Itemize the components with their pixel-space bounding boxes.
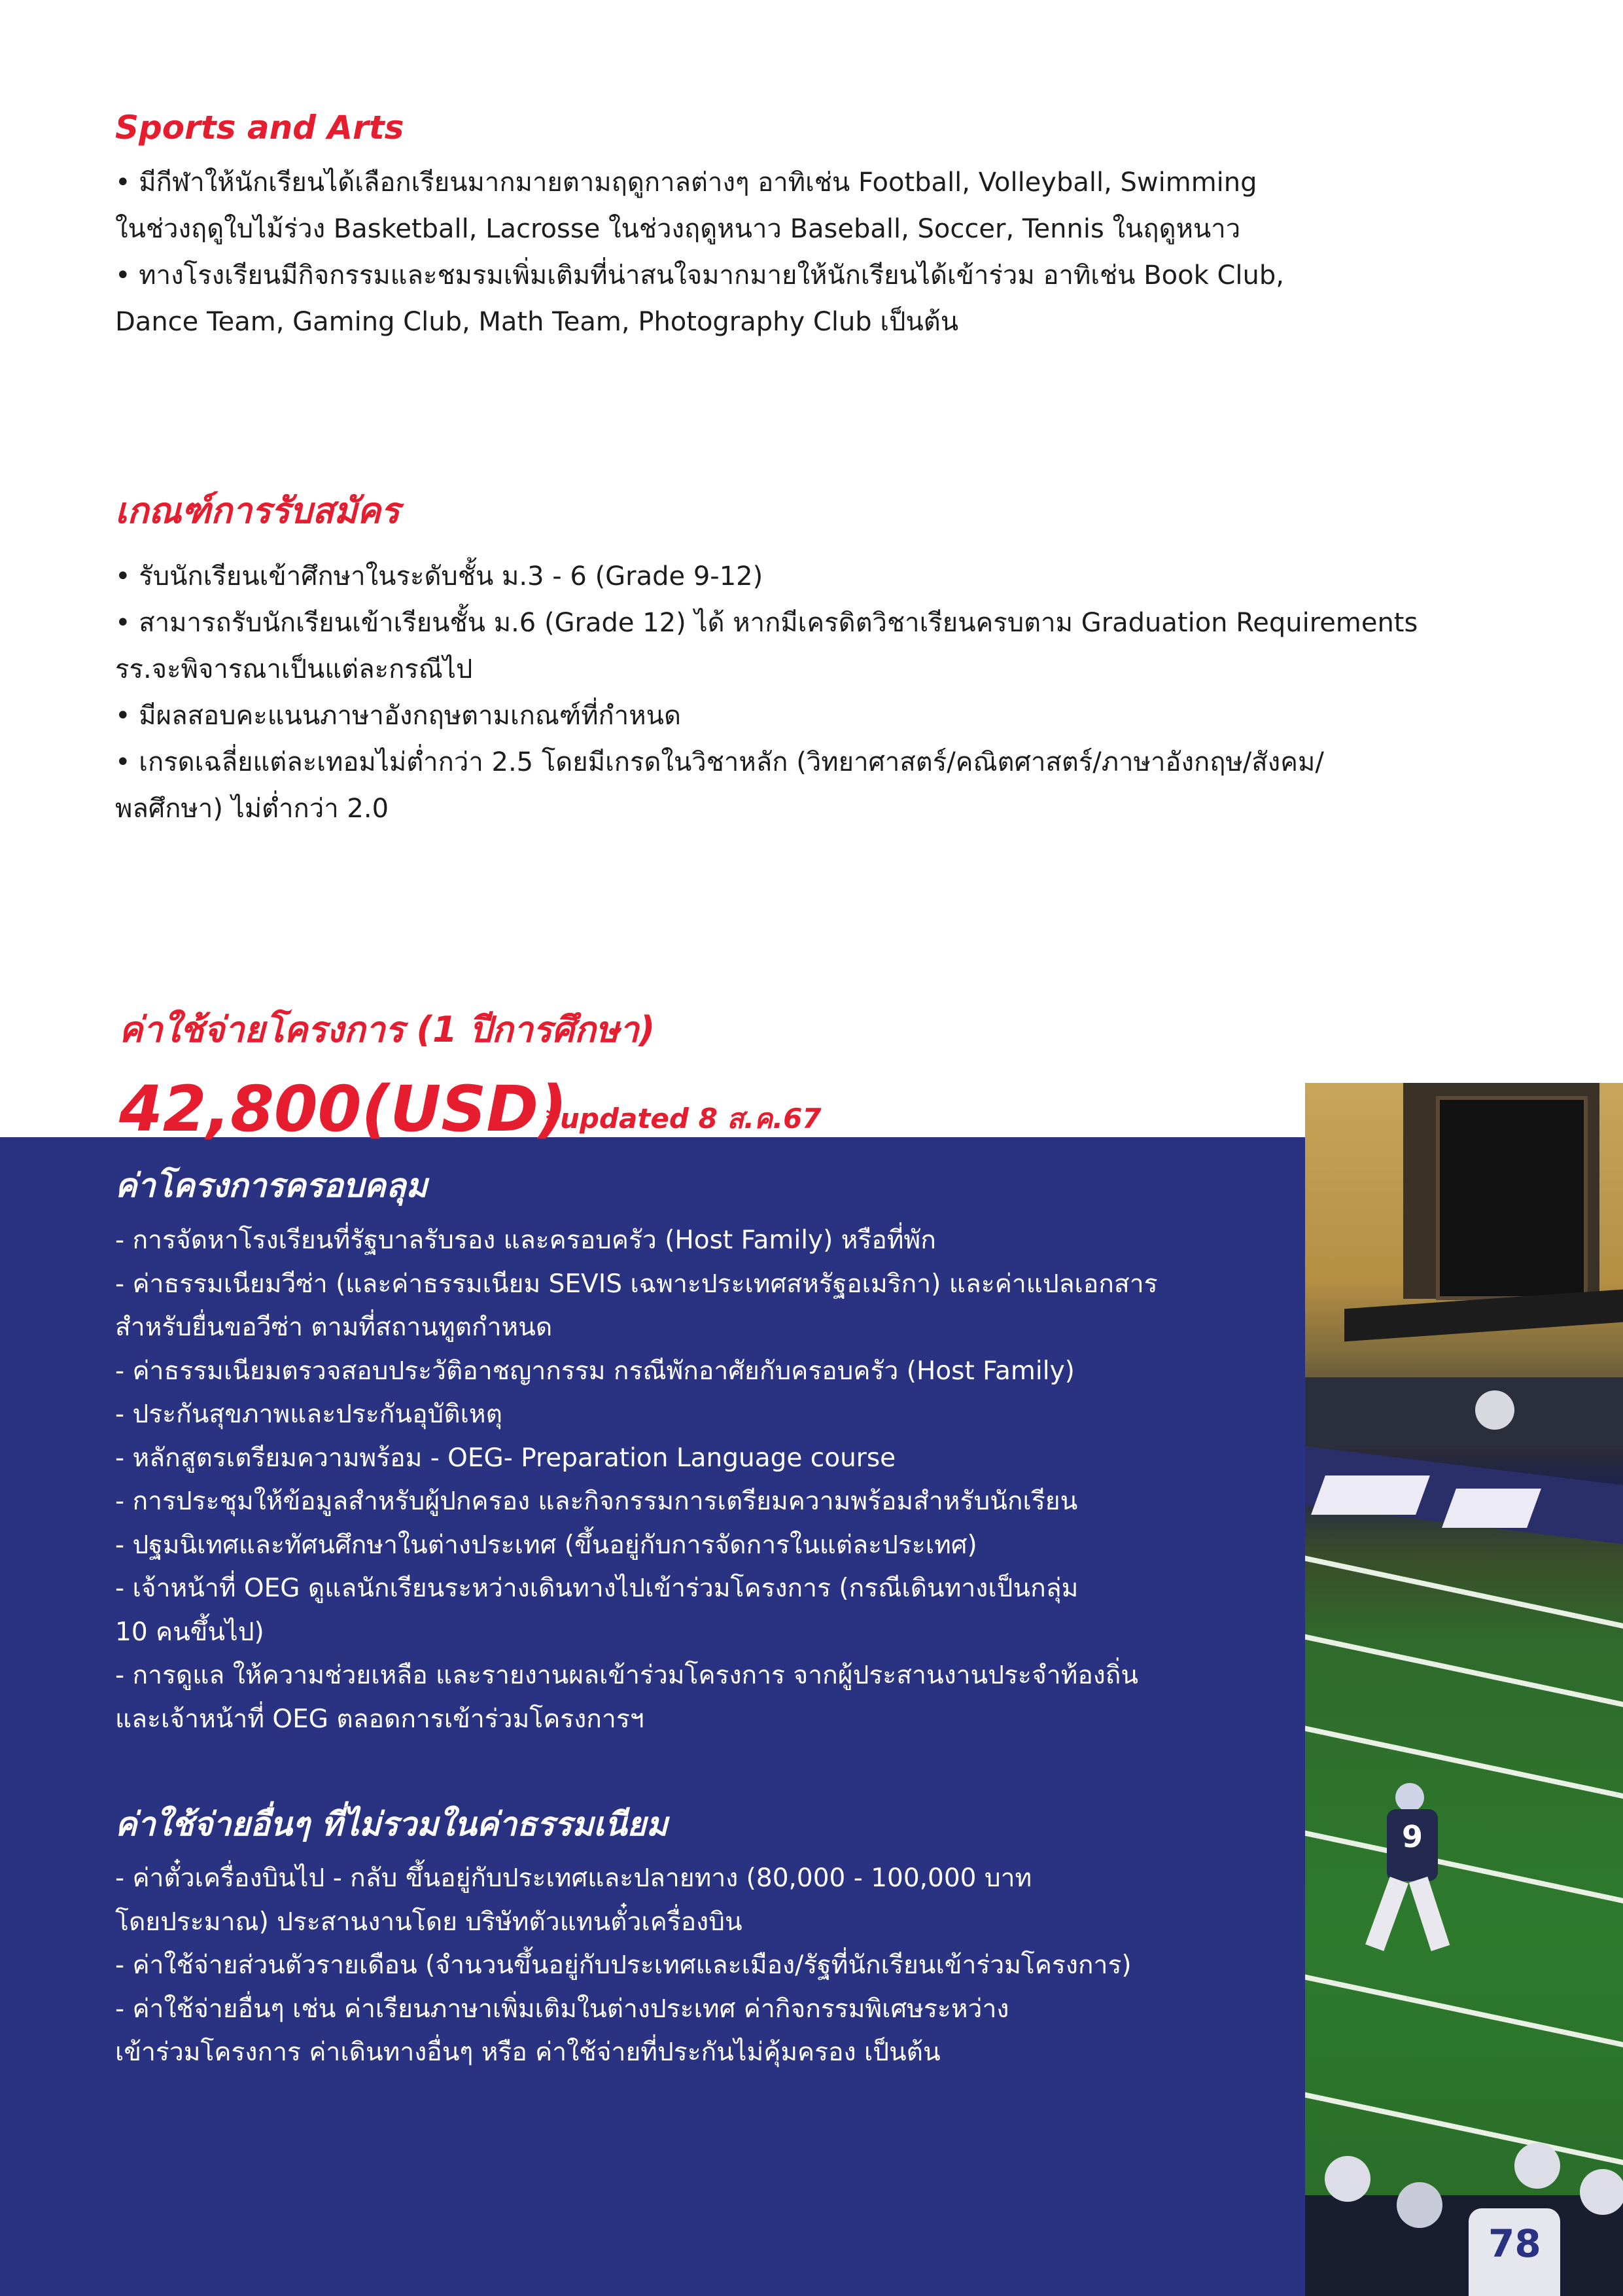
covered-line: - การประชุมให้ข้อมูลสำหรับผู้ปกครอง และกิจกรรมการเตรียมความพร้อมสำหรับนักเรียน bbox=[115, 1487, 1078, 1516]
player-helmet bbox=[1580, 2169, 1623, 2215]
yard-line bbox=[1305, 1722, 1623, 1811]
covered-line: - ค่าธรรมเนียมตรวจสอบประวัติอาชญากรรม กรณีพักอาศัยกับครอบครัว (Host Family) bbox=[115, 1356, 1075, 1386]
covered-line: และเจ้าหน้าที่ OEG ตลอดการเข้าร่วมโครงการฯ bbox=[115, 1704, 644, 1734]
excluded-line: เข้าร่วมโครงการ ค่าเดินทางอื่นๆ หรือ ค่าใช้จ่ายที่ประกันไม่คุ้มครอง เป็นต้น bbox=[115, 2038, 941, 2067]
covered-line: - การดูแล ให้ความช่วยเหลือ และรายงานผลเข้าร่วมโครงการ จากผู้ประสานงานประจำท้องถิ่น bbox=[115, 1661, 1139, 1690]
player-helmet bbox=[1325, 2156, 1370, 2202]
criteria-line: • มีผลสอบคะแนนภาษาอังกฤษตามเกณฑ์ที่กำหนด bbox=[115, 701, 681, 731]
cost-heading: ค่าใช้จ่ายโครงการ (1 ปีการศึกษา) bbox=[119, 1009, 655, 1050]
covered-heading: ค่าโครงการครอบคลุม bbox=[115, 1167, 428, 1205]
covered-line: - การจัดหาโรงเรียนที่รัฐบาลรับรอง และครอบครัว (Host Family) หรือที่พัก bbox=[115, 1226, 936, 1255]
covered-line: - ประกันสุขภาพและประกันอุบัติเหตุ bbox=[115, 1400, 502, 1429]
covered-line: 10 คนขึ้นไป) bbox=[115, 1617, 264, 1647]
sports-paragraph bbox=[115, 160, 1284, 345]
yard-line bbox=[1305, 1826, 1623, 1916]
player-helmet bbox=[1514, 2143, 1560, 2189]
doorway-frame bbox=[1436, 1096, 1588, 1300]
sports-line: • มีกีฬาให้นักเรียนได้เลือกเรียนมากมายตามฤดูกาลต่างๆ อาทิเช่น Football, Volleyball, Swimming bbox=[115, 168, 1257, 198]
price-updated-note: *updated 8 ส.ค.67 bbox=[546, 1103, 822, 1135]
yard-line bbox=[1305, 1970, 1623, 2060]
excluded-line: - ค่าใช้จ่ายอื่นๆ เช่น ค่าเรียนภาษาเพิ่มเติมในต่างประเทศ ค่ากิจกรรมพิเศษระหว่าง bbox=[115, 1994, 1009, 2024]
sports-line: • ทางโรงเรียนมีกิจกรรมและชมรมเพิ่มเติมที่น่าสนใจมากมายให้นักเรียนได้เข้าร่วม อาทิเช่น Book Club, bbox=[115, 260, 1284, 291]
field-logo-mark bbox=[1442, 1489, 1541, 1528]
banner-logo bbox=[1475, 1390, 1514, 1430]
program-price: 42,800(USD) bbox=[119, 1072, 567, 1146]
excluded-line: - ค่าใช้จ่ายส่วนตัวรายเดือน (จำนวนขึ้นอยู่กับประเทศและเมือง/รัฐที่นักเรียนเข้าร่วมโครงการ) bbox=[115, 1951, 1132, 1980]
sports-heading: Sports and Arts bbox=[115, 109, 404, 147]
covered-line: สำหรับยื่นขอวีซ่า ตามที่สถานทูตกำหนด bbox=[115, 1313, 553, 1342]
excluded-line: - ค่าตั๋วเครื่องบินไป - กลับ ขึ้นอยู่กับประเทศและปลายทาง (80,000 - 100,000 บาท bbox=[115, 1863, 1032, 1893]
jersey-number: 78 bbox=[1488, 2221, 1541, 2266]
covered-line: - ค่าธรรมเนียมวีซ่า (และค่าธรรมเนียม SEVIS เฉพาะประเทศสหรัฐอเมริกา) และค่าแปลเอกสาร bbox=[115, 1269, 1158, 1299]
criteria-line: รร.จะพิจารณาเป็นแต่ละกรณีไป bbox=[115, 654, 473, 684]
criteria-line: • รับนักเรียนเข้าศึกษาในระดับชั้น ม.3 - 6 (Grade 9-12) bbox=[115, 561, 763, 592]
football-photo bbox=[1305, 1083, 1623, 2296]
criteria-line: • สามารถรับนักเรียนเข้าเรียนชั้น ม.6 (Grade 12) ได้ หากมีเครดิตวิชาเรียนครบตาม Graduation Requirements bbox=[115, 608, 1418, 638]
excluded-list bbox=[115, 1857, 1132, 2075]
covered-list bbox=[115, 1219, 1158, 1741]
yard-line bbox=[1305, 1551, 1623, 1641]
field-banner bbox=[1305, 1377, 1623, 1449]
player-legs bbox=[1365, 1877, 1408, 1951]
player-helmet bbox=[1397, 2182, 1442, 2228]
criteria-line: • เกรดเฉลี่ยแต่ละเทอมไม่ต่ำกว่า 2.5 โดยมีเกรดในวิชาหลัก (วิทยาศาสตร์/คณิตศาสตร์/ภาษาอังกฤษ/สังคม/ bbox=[115, 747, 1324, 777]
criteria-heading: เกณฑ์การรับสมัคร bbox=[115, 490, 400, 531]
covered-line: - ปฐมนิเทศและทัศนศึกษาในต่างประเทศ (ขึ้นอยู่กับการจัดการในแต่ละประเทศ) bbox=[115, 1530, 977, 1560]
covered-line: - เจ้าหน้าที่ OEG ดูแลนักเรียนระหว่างเดินทางไปเข้าร่วมโครงการ (กรณีเดินทางเป็นกลุ่ม bbox=[115, 1574, 1079, 1603]
criteria-paragraph bbox=[115, 554, 1418, 832]
sports-line: Dance Team, Gaming Club, Math Team, Photography Club เป็นต้น bbox=[115, 307, 959, 337]
player-helmet bbox=[1395, 1783, 1424, 1812]
sideline-players bbox=[1305, 2195, 1623, 2296]
jersey-number: 9 bbox=[1402, 1819, 1423, 1854]
criteria-line: พลศึกษา) ไม่ต่ำกว่า 2.0 bbox=[115, 794, 389, 824]
player-legs bbox=[1409, 1877, 1450, 1951]
field-logo-mark bbox=[1311, 1475, 1430, 1515]
covered-line: - หลักสูตรเตรียมความพร้อม - OEG- Preparation Language course bbox=[115, 1443, 896, 1473]
excluded-line: โดยประมาณ) ประสานงานโดย บริษัทตัวแทนตั๋วเครื่องบิน bbox=[115, 1907, 742, 1937]
sports-line: ในช่วงฤดูใบไม้ร่วง Basketball, Lacrosse ในช่วงฤดูหนาว Baseball, Soccer, Tennis ในฤดูหนาว bbox=[115, 214, 1241, 244]
yard-line bbox=[1305, 1630, 1623, 1720]
excluded-heading: ค่าใช้จ่ายอื่นๆ ที่ไม่รวมในค่าธรรมเนียม bbox=[115, 1805, 668, 1843]
